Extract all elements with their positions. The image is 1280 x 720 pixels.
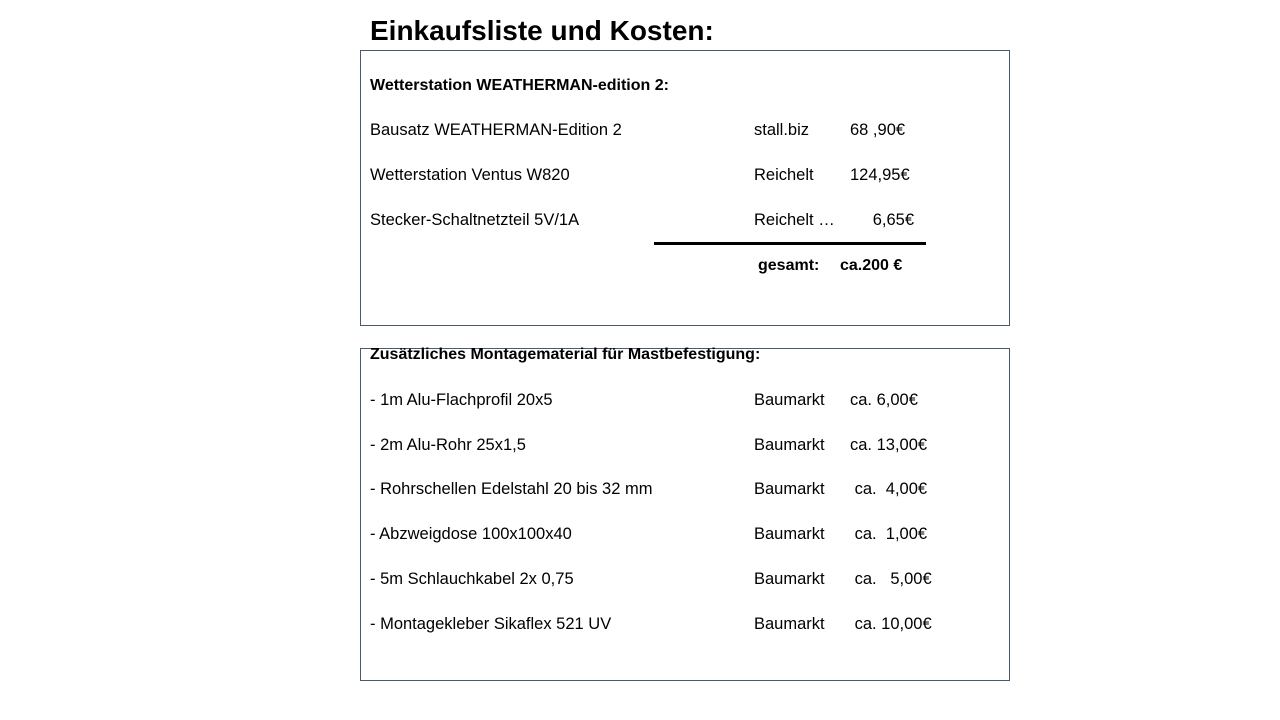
item-name: - 5m Schlauchkabel 2x 0,75 bbox=[370, 570, 574, 588]
list-item bbox=[361, 391, 1009, 413]
item-price: ca. 1,00€ bbox=[850, 525, 928, 543]
list-item bbox=[361, 166, 1009, 188]
item-name: - Abzweigdose 100x100x40 bbox=[370, 525, 572, 543]
item-shop: Baumarkt bbox=[754, 525, 825, 543]
item-name: - 1m Alu-Flachprofil 20x5 bbox=[370, 391, 553, 409]
item-price: ca. 10,00€ bbox=[850, 615, 932, 633]
list-item bbox=[361, 436, 1009, 458]
item-name: - Montagekleber Sikaflex 521 UV bbox=[370, 615, 612, 633]
item-price: ca. 13,00€ bbox=[850, 436, 928, 454]
total-label: gesamt: bbox=[758, 257, 820, 274]
item-price: 68 ,90€ bbox=[850, 121, 906, 139]
item-shop: Baumarkt bbox=[754, 570, 825, 588]
list-item bbox=[361, 211, 1009, 233]
mounting-material-box bbox=[360, 348, 1010, 681]
item-name: - 2m Alu-Rohr 25x1,5 bbox=[370, 436, 526, 454]
list-item bbox=[361, 525, 1009, 547]
item-price: 124,95€ bbox=[850, 166, 910, 184]
item-shop: Baumarkt bbox=[754, 480, 825, 498]
list-item bbox=[361, 121, 1009, 143]
item-name: - Rohrschellen Edelstahl 20 bis 32 mm bbox=[370, 480, 653, 498]
item-shop: Baumarkt bbox=[754, 436, 825, 454]
list-item bbox=[361, 480, 1009, 502]
item-shop: Baumarkt bbox=[754, 615, 825, 633]
section-heading: Zusätzliches Montagematerial für Mastbefestigung: bbox=[370, 346, 761, 363]
item-name: Wetterstation Ventus W820 bbox=[370, 166, 570, 184]
item-name: Stecker-Schaltnetzteil 5V/1A bbox=[370, 211, 580, 229]
item-shop: stall.biz bbox=[754, 121, 810, 139]
total-value: ca.200 € bbox=[840, 257, 903, 274]
item-price: ca. 6,00€ bbox=[850, 391, 918, 409]
item-price: 6,65€ bbox=[872, 211, 914, 229]
page-title: Einkaufsliste und Kosten: bbox=[370, 15, 714, 46]
item-price: ca. 4,00€ bbox=[850, 480, 928, 498]
item-shop: Reichelt … bbox=[754, 211, 835, 229]
list-item bbox=[361, 615, 1009, 637]
item-price: ca. 5,00€ bbox=[850, 570, 932, 588]
sum-divider bbox=[654, 242, 926, 245]
item-shop: Reichelt bbox=[754, 166, 814, 184]
section-heading: Wetterstation WEATHERMAN-edition 2: bbox=[370, 77, 669, 94]
item-name: Bausatz WEATHERMAN-Edition 2 bbox=[370, 121, 622, 139]
list-item bbox=[361, 570, 1009, 592]
weatherstation-cost-box bbox=[360, 50, 1010, 326]
item-shop: Baumarkt bbox=[754, 391, 825, 409]
